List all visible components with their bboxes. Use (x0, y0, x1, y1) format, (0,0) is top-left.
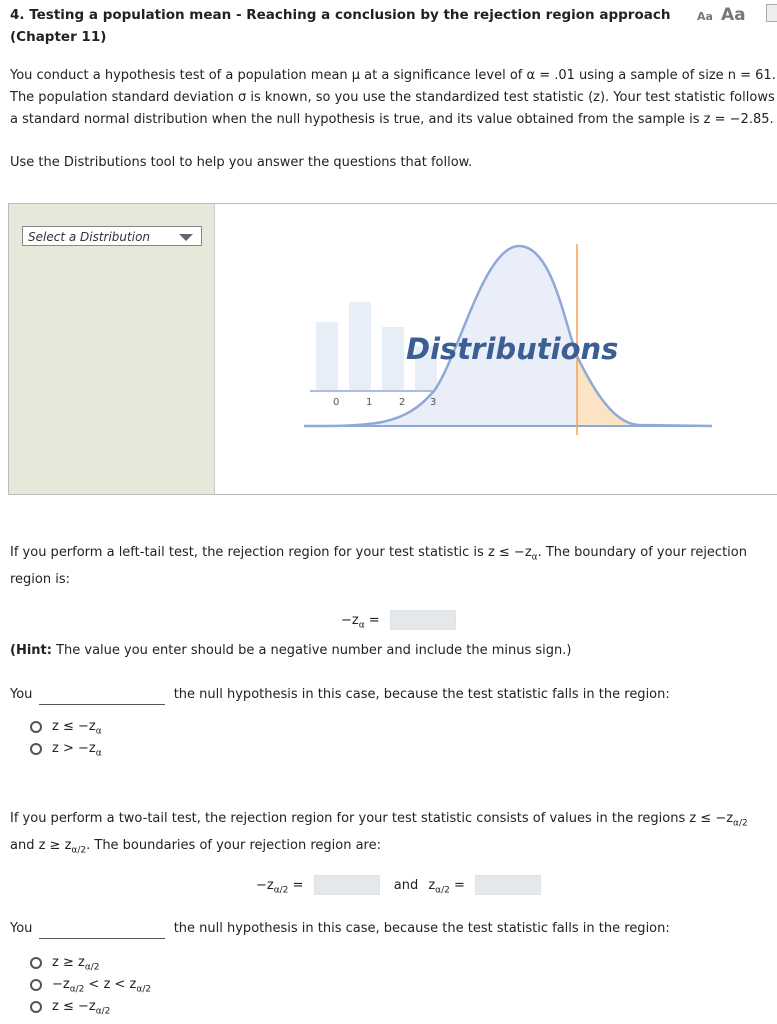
intro-line: a standard normal distribution when the null hypothesis is true, and its value obtained from the sample is z = −2.85. (10, 112, 774, 127)
and-label: and (393, 877, 419, 893)
tool-sidebar (9, 204, 215, 494)
distributions-tool (8, 203, 777, 495)
label-text: = (364, 612, 380, 628)
option-subscript: α/2 (136, 984, 152, 995)
text-size-controls (697, 5, 746, 25)
histogram-bar (316, 322, 338, 390)
two-tail-option-row[interactable] (30, 975, 151, 995)
you-label: You (10, 921, 33, 936)
label-text: −z (256, 877, 274, 893)
tail-fill (577, 356, 639, 426)
lower-boundary-input[interactable] (314, 875, 380, 895)
left-tail-question (10, 542, 777, 591)
option-text: z ≤ −z (52, 999, 96, 1014)
two-tail-conclusion-dropdown[interactable] (39, 922, 165, 939)
two-tail-conclusion-row (10, 919, 777, 939)
option-subscript: α/2 (95, 1006, 111, 1017)
two-tail-option-row[interactable] (30, 997, 110, 1017)
logo-text: Distributions (406, 332, 619, 366)
title-line-1: 4. Testing a population mean - Reaching a conclusion by the rejection region approach (10, 7, 671, 23)
two-tail-text: If you perform a two-tail test, the rejection region for your test statistic consists of values in the regions z ≤ −z (10, 811, 734, 826)
left-tail-text: . The boundary of your rejection (537, 545, 747, 560)
left-conclusion-text: the null hypothesis in this case, because the test statistic falls in the region: (173, 687, 670, 702)
intro-line: You conduct a hypothesis test of a population mean μ at a significance level of α = .01 using a sample of size n = 61. (10, 68, 776, 83)
title-line-2: (Chapter 11) (10, 29, 107, 45)
option-subscript: α/2 (84, 962, 100, 973)
left-boundary-row (341, 610, 456, 635)
left-tail-subscript: α (531, 552, 538, 563)
option-subscript: α/2 (69, 984, 85, 995)
lower-boundary-label (256, 877, 304, 896)
logo-tick-label: 0 (333, 397, 340, 408)
option-text: z > −z (52, 741, 96, 756)
label-subscript: α/2 (435, 885, 450, 896)
left-boundary-label (341, 612, 380, 631)
hint-label: (Hint: (10, 643, 52, 658)
two-tail-boundary-row (256, 875, 541, 900)
two-tail-text: . The boundaries of your rejection region are: (86, 837, 381, 853)
radio-button[interactable] (30, 979, 42, 991)
left-boundary-input[interactable] (390, 610, 456, 630)
radio-button[interactable] (30, 721, 42, 733)
distributions-logo-graphic (294, 241, 714, 441)
distribution-select-label: Select a Distribution (28, 230, 151, 244)
histogram-bar (349, 302, 371, 390)
print-icon[interactable] (766, 4, 777, 22)
left-tail-text: If you perform a left-tail test, the rejection region for your test statistic is z ≤ −z (10, 545, 532, 560)
left-conclusion-row (10, 685, 777, 705)
text-size-small-button[interactable]: Aa (697, 10, 713, 23)
upper-boundary-label (428, 877, 465, 896)
intro-line: The population standard deviation σ is known, so you use the standardized test statistic (z). Your test statistic follows (10, 90, 775, 105)
upper-boundary-input[interactable] (475, 875, 541, 895)
logo-tick-label: 1 (366, 397, 373, 408)
two-tail-question (10, 808, 777, 861)
left-tail-line-2: region is: (10, 571, 71, 587)
left-tail-line-1 (10, 542, 777, 569)
option-text: −z (52, 977, 70, 992)
option-subscript: α (95, 748, 102, 759)
logo-tick-label: 3 (430, 397, 437, 408)
radio-button[interactable] (30, 743, 42, 755)
left-option-row[interactable] (30, 739, 102, 759)
option-subscript: α (95, 726, 102, 737)
histogram-bar (382, 327, 404, 390)
option-text: z ≥ z (52, 955, 85, 970)
two-tail-subscript: α/2 (733, 818, 748, 829)
question-title (10, 4, 670, 48)
tool-instruction: Use the Distributions tool to help you answer the questions that follow. (10, 155, 473, 170)
left-option-row[interactable] (30, 717, 102, 737)
two-tail-line-1 (10, 808, 777, 835)
radio-button[interactable] (30, 957, 42, 969)
label-text: = (288, 877, 304, 893)
two-tail-option-row[interactable] (30, 953, 100, 973)
radio-button[interactable] (30, 1001, 42, 1013)
text-size-large-button[interactable]: Aa (720, 5, 746, 25)
label-subscript: α/2 (273, 885, 289, 896)
two-tail-conclusion-text: the null hypothesis in this case, because the test statistic falls in the region: (173, 921, 670, 936)
hint-text (10, 640, 777, 662)
you-label: You (10, 687, 33, 702)
two-tail-text: and z ≥ z (10, 837, 72, 853)
chevron-down-icon (179, 234, 193, 241)
intro-paragraph (10, 65, 777, 131)
label-text: −z (341, 612, 359, 628)
label-text: z (428, 877, 436, 893)
option-text: z ≤ −z (52, 719, 96, 734)
label-subscript: α (358, 620, 365, 631)
hint-body: The value you enter should be a negative number and include the minus sign.) (51, 643, 572, 658)
two-tail-subscript: α/2 (71, 845, 87, 856)
two-tail-line-2 (10, 835, 777, 862)
distribution-select[interactable] (22, 226, 202, 246)
option-text: < z < z (84, 977, 137, 992)
label-text: = (449, 877, 465, 893)
logo-tick-label: 2 (399, 397, 406, 408)
left-conclusion-dropdown[interactable] (39, 688, 165, 705)
